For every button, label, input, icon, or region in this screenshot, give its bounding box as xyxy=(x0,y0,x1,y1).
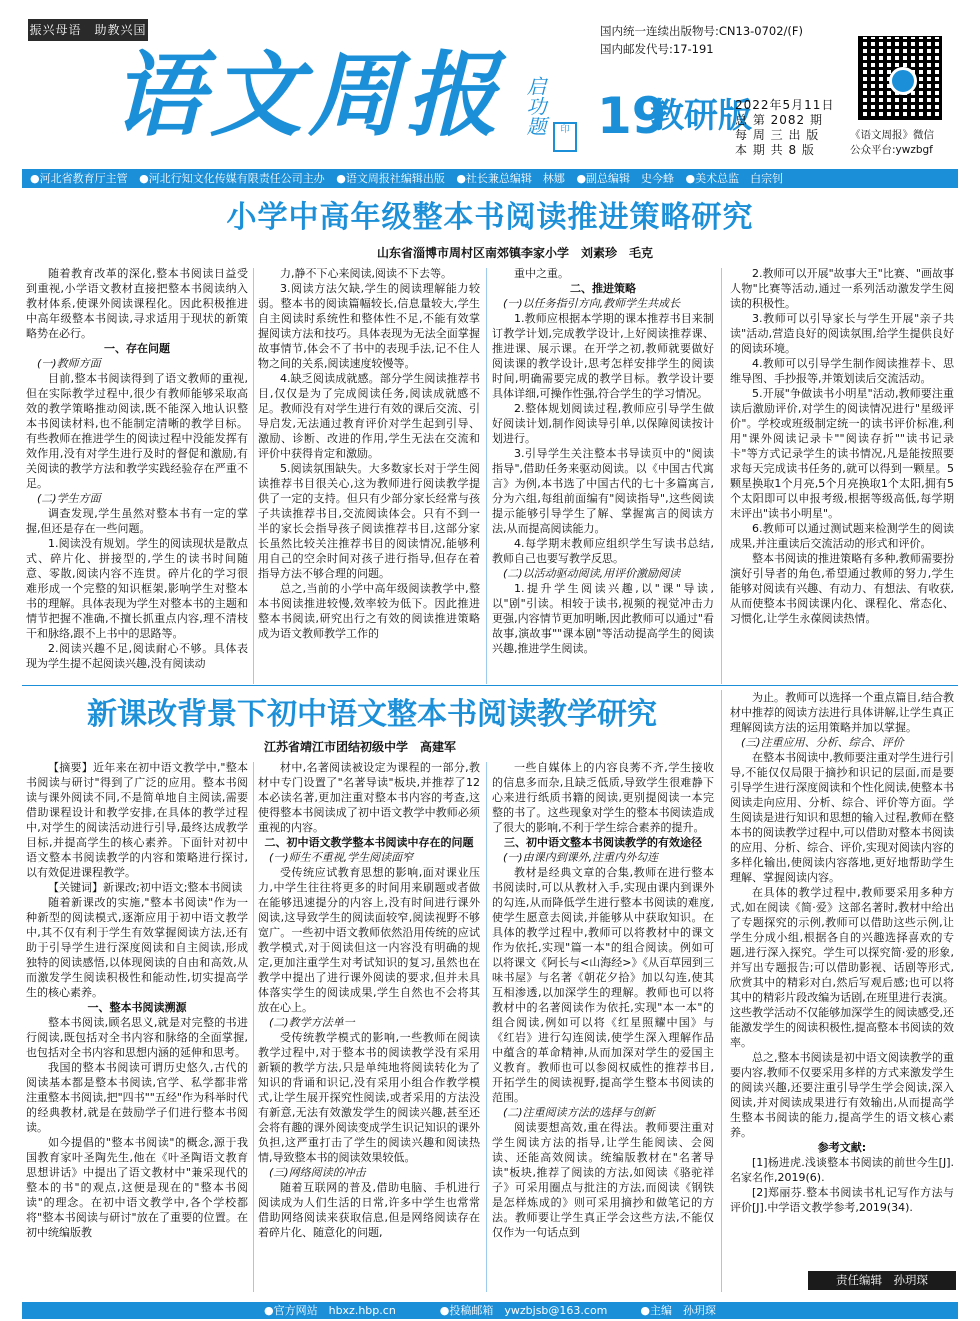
paragraph: 1.阅读没有规划。学生的阅读现状是散点式、碎片化、拼接型的,学生的读书时间随意、零散,阅读内容不连贯。碎片化的学习很难形成一个完整的知识框架,影响学生对整本书的理解。具体表现为学生对整本书的主题和情节把握不准确,不擅长抓重点内容,理不清枝干和脉络,跟不上书中的思路等。 xyxy=(26,537,248,640)
paragraph: [1]杨进虎.浅谈整本书阅读的前世今生[J].名家名作,2019(6). xyxy=(730,1156,954,1184)
publication-numbers xyxy=(600,22,803,58)
masthead: 语文周报 xyxy=(112,41,505,149)
paragraph: 受传统应试教育思想的影响,面对课业压力,中学生往往将更多的时间用来刷题或者做在能够迅速提分的内容上,没有时间进行课外阅读,这导致学生的阅读面较窄,阅读视野不够宽广。一些初中语文教师依然沿用传统的应试教学模式,对于阅读但这一内容没有明确的规定,更加注重学生对考试知识的复习,虽然也在教学中提出了进行课外阅读的要求,但并未具体落实学生的阅读成果,学生自然也不会将其放在心上。 xyxy=(258,866,480,1014)
paragraph: [2]郑丽芬.整本书阅读书札记写作方法与评价[J].中学语文教学参考,2019(34). xyxy=(730,1186,954,1214)
issn-line: 国内统一连续出版物号:CN13-0702/(F) xyxy=(600,24,804,38)
publisher-item: ●河北行知文化传媒有限责任公司主办 xyxy=(139,172,325,185)
paragraph: 6.教师可以通过测试题来检测学生的阅读成果,并注重读后交流活动的形式和评价。 xyxy=(730,522,954,550)
qr-caption xyxy=(850,128,934,158)
paragraph: 阅读要想高效,重在得法。教师要注重对学生阅读方法的指导,让学生能阅读、会阅读、还能高效阅读。统编版教材在"名著导读"板块,推荐了阅读的方法,如阅读《骆驼祥子》可采用圈点与批注的方法,而阅读《钢铁是怎样炼成的》则可采用摘抄和做笔记的方法。教师要让学生真正学会这些方法,不能仅仅作为一句话点到 xyxy=(492,1121,714,1239)
paragraph: 重中之重。 xyxy=(514,267,569,280)
publisher-item: ●美术总监 白宗钊 xyxy=(685,172,784,185)
article1-byline: 山东省淄博市周村区南郊镇李家小学 刘素珍 毛克 xyxy=(376,246,653,260)
edition-name: 教研版 xyxy=(650,96,752,136)
paragraph: 一、存在问题 xyxy=(104,342,170,355)
paragraph: 为止。教师可以选择一个重点篇目,结合教材中推荐的阅读方法进行具体讲解,让学生真正理解阅读方法的运用策略并加以掌握。 xyxy=(730,691,954,734)
paragraph: 在整本书阅读中,教师要注重对学生进行引导,不能仅仅局限于摘抄和识记的层面,而是要引导学生进行深度阅读和个性化阅读,使整本书阅读走向应用、分析、综合、评价等方面。学生阅读是进行知识和思想的输入过程,教师在整本书的阅读教学过程中,可以借助对整本书阅读的应用、分析、综合、评价,实现对阅读内容的多样化输出,使阅读内容落地,更好地帮助学生理解、掌握阅读内容。 xyxy=(730,751,954,884)
paragraph: 3.引导学生关注整本书导读页中的"阅读指导",借助任务来驱动阅读。以《中国古代寓言》为例,本书选了中国古代的七十多篇寓言,分为六组,每组前面编有"阅读指导",这些阅读提示能够引导学生了解、掌握寓言的阅读方法,从而提高阅读能力。 xyxy=(492,447,714,535)
issue-frequency: 每 周 三 出 版 xyxy=(735,128,820,142)
paragraph: 如今提倡的"整本书阅读"的概念,源于我国教育家叶圣陶先生,他在《叶圣陶语文教育思想讲话》中提出了语文教材中"兼采现代的整本的书"的观点,这便是现在的"整本书阅读"的理念。在初中语文教学中,各个学校都将"整本书阅读与研讨"放在了重要的位置。在初中统编版教 xyxy=(26,1136,248,1239)
paragraph: 一、整本书阅读溯源 xyxy=(87,1001,187,1014)
paragraph: 5.阅读氛围缺失。大多数家长对于学生阅读推荐书目很关心,这为教师进行阅读教学提供了一定的支持。但只有少部分家长经常与孩子共读推荐书目,交流阅读体会。只有不到一半的家长会指导孩子阅读推荐书目,这部分家长虽然比较关注推荐书目的阅读情况,能够利用自己的空余时间对孩子进行指导,但存在着指导方法不够合理的问题。 xyxy=(258,462,480,580)
paragraph: 整本书阅读,顾名思义,就是对完整的书进行阅读,既包括对全书内容和脉络的全面掌握,也包括对全书内容和思想内涵的延伸和思考。 xyxy=(26,1016,248,1059)
paragraph: 二、推进策略 xyxy=(570,282,636,295)
paragraph: 教材是经典文章的合集,教师在进行整本书阅读时,可以从教材入手,实现由课内到课外的勾连,从而降低学生进行整本书阅读的难度,使学生愿意去阅读,并能够从中获取知识。在具体的教学过程中,教师可以将教材中的课文作为依托,实现"篇一本"的组合阅读。例如可以将课文《阿长与<山海经>》《从百草园到三味书屋》与名著《朝花夕拾》加以勾连,使其互相渗透,以加深学生的理解。教师也可以将教材中的名著阅读作为依托,实现"本一本"的组合阅读,例如可以将《红星照耀中国》与《红岩》进行勾连阅读,使学生深入理解作品中蕴含的革命精神,从而加深对学生的爱国主义教育。教师也可以参阅权威性的推荐书目,开拓学生的阅读视野,提高学生整本书阅读的范围。 xyxy=(492,866,714,1104)
paragraph: 3.阅读方法欠缺,学生的阅读理解能力较弱。整本书的阅读篇幅较长,信息量较大,学生自主阅读时系统性和整体性不足,不能有效掌握阅读方法和技巧。具体表现为无法全面掌握故事情节,体会不了书中的表现手法,记不住人物之间的关系,阅读速度较慢等。 xyxy=(258,282,480,370)
paragraph: (一)以任务指引方向,教师学生共成长 xyxy=(503,297,681,310)
paragraph: 5.开展"争做读书小明星"活动,教师要注重读后激励评价,对学生的阅读情况进行"星级评价"。学校或班级制定统一的读书评价标准,利用"课外阅读记录卡""阅读存折""读书记录卡"等方式记录学生的读书情况,凡是能按照要求每天完成读书任务的,就可以得到一颗星。5颗星换取1个月亮,5个月亮换取1个太阳,拥有5个太阳即可以申报考级,根据等级高低,每学期末评出"读书小明星"。 xyxy=(730,387,954,520)
paragraph: 力,静不下心来阅读,阅读不下去等。 xyxy=(280,267,452,280)
paragraph: 随着互联网的普及,借助电脑、手机进行阅读成为人们生活的日常,许多中学生也常常借助网络阅读来获取信息,但是网络阅读存在着碎片化、随意化的问题, xyxy=(258,1181,480,1239)
publisher-item: ●社长兼总编辑 林娜 xyxy=(456,172,565,185)
paragraph: 总之,整本书阅读是初中语文阅读教学的重要内容,教师不仅要采用多样的方式来激发学生的阅读兴趣,还要注重引导学生学会阅读,深入阅读,并对阅读成果进行有效输出,从而提高学生整本书阅读的能力,提高学生的语文核心素养。 xyxy=(730,1051,954,1139)
paragraph: 【摘要】近年来在初中语文教学中,"整本书阅读与研讨"得到了广泛的应用。整本书阅读与课外阅读不同,不是简单地自主阅读,需要借助课程设计和教学安排,在具体的教学过程中,对学生的阅读活动进行引导,最终达成教学目标,并提高学生的核心素养。下面针对初中语文整本书阅读教学的内容和策略进行探讨,以有效促进课程教学。 xyxy=(26,761,248,879)
publisher-item: ●语文周报社编辑出版 xyxy=(336,172,445,185)
article1-column-4 xyxy=(730,266,954,686)
issue-total: 总 第 2082 期 xyxy=(735,113,823,127)
paragraph: (一)由课内到课外,注重内外勾连 xyxy=(503,851,659,864)
edition-number: 19 xyxy=(597,87,667,145)
paragraph: 2.整体规划阅读过程,教师应引导学生做好阅读计划,制作阅读导引单,以保障阅读按计划进行。 xyxy=(492,402,714,445)
postal-code-line: 国内邮发代号:17-191 xyxy=(600,42,714,56)
paragraph: 我国的整本书阅读可谓历史悠久,古代的阅读基本都是整本书阅读,官学、私学都非常注重整本书阅读,把"四书""五经"作为科举时代的经典教材,就是在鼓励学子们进行整本书阅读。 xyxy=(26,1061,248,1134)
paragraph: 调查发现,学生虽然对整本书有一定的掌握,但还是存在一些问题。 xyxy=(26,507,248,535)
issue-pages: 本 期 共 8 版 xyxy=(735,143,815,157)
article1-column-1 xyxy=(26,266,248,686)
paragraph: 三、初中语文整本书阅读教学的有效途径 xyxy=(504,836,702,849)
paragraph: 整本书阅读的推进策略有多种,教师需要扮演好引导者的角色,希望通过教师的努力,学生能够对阅读有兴趣、有动力、有想法、有收获,从而使整本书阅读课内化、课程化、常态化、习惯化,让学生永葆阅读热情。 xyxy=(730,552,954,625)
article2-title: 新课改背景下初中语文整本书阅读教学研究 xyxy=(87,697,657,732)
paragraph: 4.教师可以引导学生制作阅读推荐卡、思维导图、手抄报等,并策划读后交流活动。 xyxy=(730,357,954,385)
paragraph: (一)师生不重视,学生阅读面窄 xyxy=(269,851,414,864)
paragraph: 目前,整本书阅读得到了语文教师的重视,但在实际教学过程中,很少有教师能够采取高效的教学策略推动阅读,既不能深入地认识整本书阅读材料,也不能制定清晰的教学目标。有些教师在推进学生的阅读过程中没能发挥有效作用,没有对学生进行及时的督促和激励,有关阅读的教学方法和教学实践经验存在严重不足。 xyxy=(26,372,248,490)
calligraphy-signature: 启功题 xyxy=(523,76,547,136)
paragraph: 二、初中语文教学整本书阅读中存在的问题 xyxy=(264,836,474,849)
article2-column-4 xyxy=(730,690,954,1268)
publisher-item: ●河北省教育厅主管 xyxy=(30,172,128,185)
paragraph: 3.教师可以引导家长与学生开展"亲子共读"活动,营造良好的阅读氛围,给学生提供良好的阅读环境。 xyxy=(730,312,954,355)
article1-title: 小学中高年级整本书阅读推进策略研究 xyxy=(226,200,754,235)
paragraph: 4.缺乏阅读成就感。部分学生阅读推荐书目,仅仅是为了完成阅读任务,阅读成就感不足。教师没有对学生进行有效的课后交流、引导启发,无法通过教育评价对学生起到引导、激励、诊断、改进的作用,学生无法在交流和评价中获得肯定和激励。 xyxy=(258,372,480,460)
qr-code-icon[interactable] xyxy=(858,36,942,120)
paragraph: 一些自媒体上的内容良莠不齐,学生接收的信息多而杂,且缺乏低质,导致学生很难静下心来进行纸质书籍的阅读,更别提阅读一本完整的书了。这些现象对学生的整本书阅读造成了很大的影响,不利于学生综合素养的提升。 xyxy=(492,761,714,834)
paragraph: 1.教师应根据本学期的课本推荐书目来制订教学计划,完成教学设计,上好阅读推荐课、推进课、展示课。在开学之初,教师就要做好阅读课的教学设计,思考怎样安排学生的阅读时间,明确需要完成的教学目标。教学设计要具体详细,可操作性强,符合学生的学习情况。 xyxy=(492,312,714,400)
paragraph: 在具体的教学过程中,教师要采用多种方式,如在阅读《简·爱》这部名著时,教材中给出了专题探究的示例,教师可以借助这些示例,让学生分成小组,根据各自的兴趣选择喜欢的专题,进行深入探究。学生可以探究简·爱的形象,并写出专题报告;可以借助影视、话剧等形式,欣赏其中的精彩对白,然后写观后感;也可以将其中的精彩片段改编为话剧,在班里进行表演。这些教学活动不仅能够加深学生的阅读感受,还能激发学生的阅读积极性,提高整本书阅读的效率。 xyxy=(730,886,954,1049)
seal-stamp: 印 xyxy=(553,122,577,152)
article1-column-3 xyxy=(492,266,714,686)
paragraph: 材中,名著阅读被设定为课程的一部分,教材中专门设置了"名著导读"板块,并推荐了12本必读名著,更加注重对整本书内容的考查,这使得整本书阅读成了初中语文教学中教师必须重视的内容。 xyxy=(258,761,480,834)
paragraph: (一)教师方面 xyxy=(37,357,101,370)
paragraph: 随着新课改的实施,"整本书阅读"作为一种新型的阅读模式,逐渐应用于初中语文教学中,其不仅有利于学生有效掌握阅读方法,还有助于引导学生进行深度阅读和自主阅读,形成独特的阅读感悟,以体现阅读的自由和高效,从而激发学生阅读积极性和能动性,切实提高学生的核心素养。 xyxy=(26,896,248,999)
qr-caption-line2: 公众平台:ywzbgf xyxy=(850,144,933,156)
publisher-item: ●副总编辑 史今蜂 xyxy=(576,172,675,185)
paragraph: 随着教育改革的深化,整本书阅读日益受到重视,小学语文教材直接把整本书阅读纳入教材体系,使课外阅读课程化。因此积极推进中高年级整本书阅读,寻求适用于现状的新策略势在必行。 xyxy=(26,267,248,340)
slogan: 振兴母语 助教兴国 xyxy=(28,19,148,41)
paragraph: 1.提升学生阅读兴趣,以"课"导读,以"剧"引读。相较于读书,视频的视觉冲击力更强,内容情节更加明晰,因此教师可以通过"看故事,演故事""课本剧"等活动提高学生的阅读兴趣,推进学生阅读。 xyxy=(492,582,714,655)
paragraph: 总之,当前的小学中高年级阅读教学中,整本书阅读推进较慢,效率较为低下。因此推进整本书阅读,研究出行之有效的阅读推进策略成为语文教师教学工作的 xyxy=(258,582,480,640)
paragraph: (三)网络阅读的冲击 xyxy=(269,1166,366,1179)
paragraph: (三)注重应用、分析、综合、评价 xyxy=(741,736,904,749)
issue-info xyxy=(735,98,834,158)
publisher-bar xyxy=(22,169,958,188)
paragraph: 2.教师可以开展"故事大王"比赛、"画故事人物"比赛等活动,通过一系列活动激发学生阅读的积极性。 xyxy=(730,267,954,310)
responsible-editor: 责任编辑 孙玥琛 xyxy=(808,1271,956,1290)
paragraph: (二)以活动驱动阅读,用评价激励阅读 xyxy=(503,567,681,580)
article2-column-3 xyxy=(492,760,714,1295)
paragraph: (二)学生方面 xyxy=(37,492,101,505)
section-divider xyxy=(22,685,958,686)
article1-column-2 xyxy=(258,266,480,686)
article2-column-1 xyxy=(26,760,248,1295)
footer-bar: ●官方网站 hbxz.hbp.cn ●投稿邮箱 ywzbjsb@163.com ●主编 孙玥琛 xyxy=(22,1302,958,1319)
article2-byline: 江苏省靖江市团结初级中学 高建军 xyxy=(263,740,456,754)
paragraph: 2.阅读兴趣不足,阅读耐心不够。具体表现为学生提不起阅读兴趣,没有阅读动 xyxy=(26,642,248,670)
paragraph: 4.每学期末教师应组织学生写读书总结,教师自己也要写教学反思。 xyxy=(492,537,714,565)
paragraph: 受传统教学模式的影响,一些教师在阅读教学过程中,对于整本书的阅读教学没有采用新颖的教学方法,只是单纯地将阅读转化为了知识的背诵和识记,没有采用小组合作教学模式,让学生展开探究性阅读,或者采用的方法没有新意,无法有效激发学生的阅读兴趣,甚至还会将有趣的课外阅读变成学生识记知识的课外负担,这严重打击了学生的阅读兴趣和阅读热情,导致整本书的阅读效果较低。 xyxy=(258,1031,480,1164)
paragraph: (二)教学方法单一 xyxy=(269,1016,355,1029)
article2-column-2 xyxy=(258,760,480,1295)
qr-caption-line1: 《语文周报》微信 xyxy=(850,129,934,141)
paragraph: (二)注重阅读方法的选择与创新 xyxy=(503,1106,655,1119)
paragraph: 参考文献: xyxy=(817,1141,867,1154)
paragraph: 【关键词】新课改;初中语文;整本书阅读 xyxy=(48,881,243,894)
issue-date: 2022年5月11日 xyxy=(735,98,835,112)
